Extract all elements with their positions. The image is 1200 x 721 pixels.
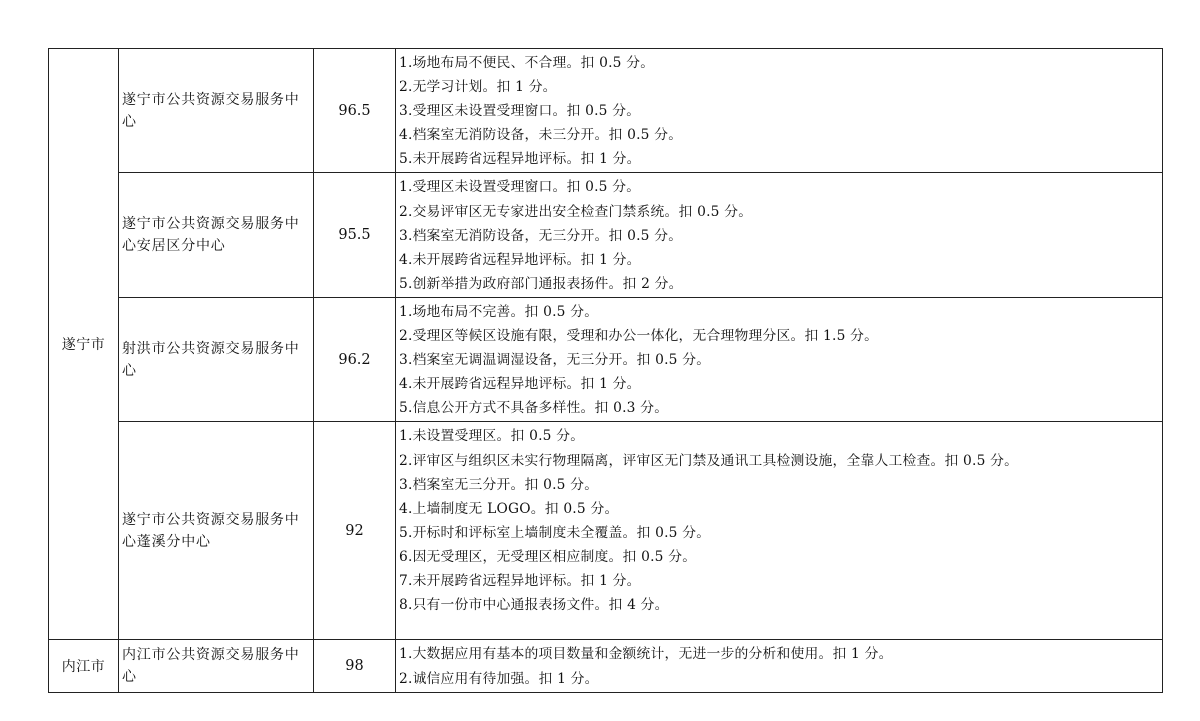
note-line: 1.大数据应用有基本的项目数量和金额统计，无进一步的分析和使用。扣 1 分。 xyxy=(399,646,893,663)
note-line: 3.档案室无调温调湿设备，无三分开。扣 0.5 分。 xyxy=(399,352,711,369)
score-cell: 98 xyxy=(314,640,396,692)
note-line: 5.未开展跨省远程异地评标。扣 1 分。 xyxy=(399,151,641,168)
note-line: 4.档案室无消防设备，未三分开。扣 0.5 分。 xyxy=(399,127,683,144)
note-line: 1.场地布局不便民、不合理。扣 0.5 分。 xyxy=(399,55,655,71)
note-line: 4.上墙制度无 LOGO。扣 0.5 分。 xyxy=(399,500,619,517)
note-line: 3.档案室无三分开。扣 0.5 分。 xyxy=(399,476,599,493)
note-line: 3.受理区未设置受理窗口。扣 0.5 分。 xyxy=(399,103,641,120)
note-line: 5.开标时和评标室上墙制度未全覆盖。扣 0.5 分。 xyxy=(399,524,711,541)
notes-cell xyxy=(396,49,1163,173)
note-line: 1.场地布局不完善。扣 0.5 分。 xyxy=(399,303,599,320)
note-line: 5.信息公开方式不具备多样性。扣 0.3 分。 xyxy=(399,400,669,417)
note-line: 1.未设置受理区。扣 0.5 分。 xyxy=(399,428,585,445)
city-cell-suining: 遂宁市 xyxy=(49,49,119,640)
org-cell: 遂宁市公共资源交易服务中心 xyxy=(119,49,314,173)
table-row xyxy=(49,297,1163,421)
table-row xyxy=(49,173,1163,297)
score-cell: 96.5 xyxy=(314,49,396,173)
note-line: 2.受理区等候区设施有限，受理和办公一体化，无合理物理分区。扣 1.5 分。 xyxy=(399,328,879,345)
notes-cell xyxy=(396,173,1163,297)
score-cell: 92 xyxy=(314,422,396,640)
notes-cell xyxy=(396,640,1163,692)
city-cell-neijiang: 内江市 xyxy=(49,640,119,692)
table-row xyxy=(49,49,1163,173)
note-line: 3.档案室无消防设备，无三分开。扣 0.5 分。 xyxy=(399,227,683,244)
table-row xyxy=(49,640,1163,692)
org-cell: 遂宁市公共资源交易服务中心蓬溪分中心 xyxy=(119,422,314,640)
score-cell: 95.5 xyxy=(314,173,396,297)
note-line: 4.未开展跨省远程异地评标。扣 1 分。 xyxy=(399,376,641,393)
note-line: 1.受理区未设置受理窗口。扣 0.5 分。 xyxy=(399,179,641,196)
note-line: 4.未开展跨省远程异地评标。扣 1 分。 xyxy=(399,251,641,268)
note-line: 5.创新举措为政府部门通报表扬件。扣 2 分。 xyxy=(399,275,683,292)
note-line: 2.诚信应用有待加强。扣 1 分。 xyxy=(399,670,599,687)
note-line: 2.无学习计划。扣 1 分。 xyxy=(399,79,557,96)
note-line: 7.未开展跨省远程异地评标。扣 1 分。 xyxy=(399,572,641,589)
evaluation-table xyxy=(48,48,1163,693)
notes-cell xyxy=(396,297,1163,421)
note-line: 8.只有一份市中心通报表扬文件。扣 4 分。 xyxy=(399,597,669,614)
org-cell: 射洪市公共资源交易服务中心 xyxy=(119,297,314,421)
notes-cell xyxy=(396,422,1163,640)
table-row xyxy=(49,422,1163,640)
org-cell: 内江市公共资源交易服务中心 xyxy=(119,640,314,692)
note-line: 2.交易评审区无专家进出安全检查门禁系统。扣 0.5 分。 xyxy=(399,203,753,220)
score-cell: 96.2 xyxy=(314,297,396,421)
note-line: 2.评审区与组织区未实行物理隔离，评审区无门禁及通讯工具检测设施，全靠人工检查。扣 0.5 分。 xyxy=(399,452,1019,469)
org-cell: 遂宁市公共资源交易服务中心安居区分中心 xyxy=(119,173,314,297)
note-line: 6.因无受理区，无受理区相应制度。扣 0.5 分。 xyxy=(399,548,697,565)
